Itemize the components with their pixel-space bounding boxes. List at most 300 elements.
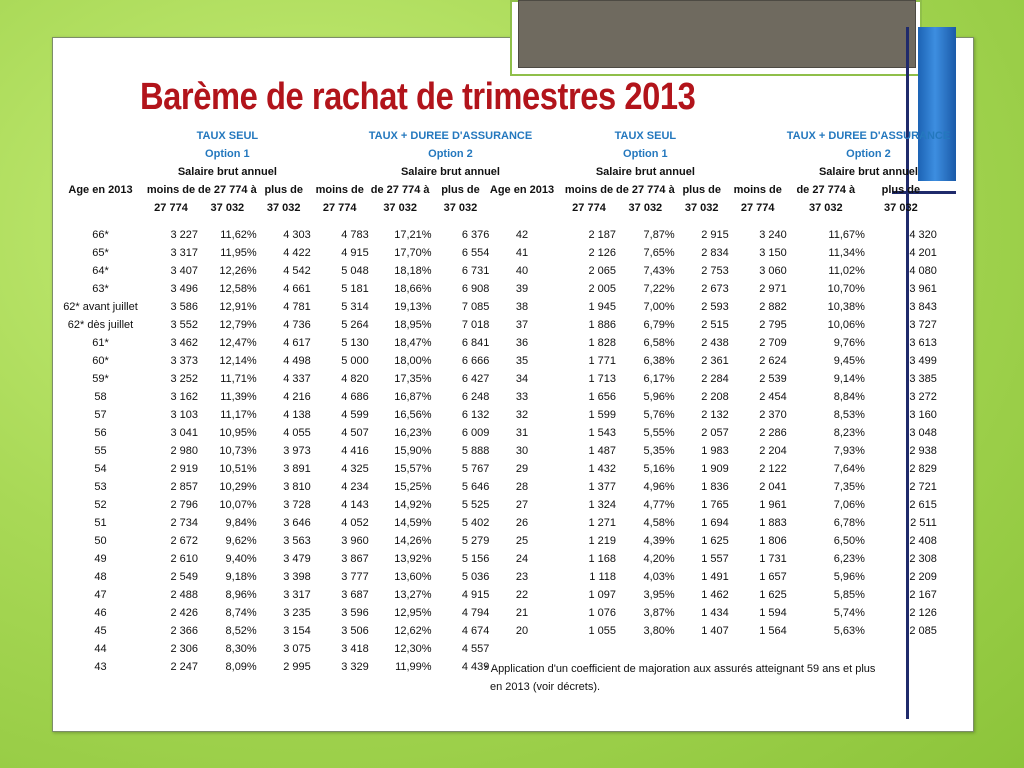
value-cell: 1 168 xyxy=(588,553,616,565)
value-cell: 1 836 xyxy=(701,481,729,493)
value-cell: 15,25% xyxy=(394,481,432,493)
value-cell: 2 057 xyxy=(701,427,729,439)
age-cell: 39 xyxy=(515,283,529,295)
value-cell: 9,76% xyxy=(833,337,865,349)
table-row xyxy=(57,280,532,298)
table-row xyxy=(57,298,532,316)
table-row xyxy=(57,478,532,496)
value-cell: 16,56% xyxy=(394,409,432,421)
value-cell: 5 130 xyxy=(341,337,369,349)
value-cell: 12,26% xyxy=(219,265,257,277)
value-cell: 3 317 xyxy=(283,589,311,601)
value-cell: 5 264 xyxy=(341,319,369,331)
value-cell: 5 767 xyxy=(461,463,490,475)
value-cell: 8,53% xyxy=(833,409,865,421)
age-cell: 64* xyxy=(92,265,109,277)
value-cell: 1 883 xyxy=(759,517,787,529)
age-cell: 59* xyxy=(92,373,109,385)
value-cell: 1 543 xyxy=(588,427,616,439)
col-heading: 27 774 xyxy=(154,202,188,214)
value-cell: 8,52% xyxy=(225,625,257,637)
value-cell: 5 646 xyxy=(461,481,490,493)
value-cell: 2 204 xyxy=(759,445,787,457)
value-cell: 2 454 xyxy=(759,391,787,403)
age-cell: 57 xyxy=(94,409,107,421)
header-photo xyxy=(518,0,916,68)
value-cell: 11,71% xyxy=(220,373,257,385)
value-cell: 11,62% xyxy=(220,229,257,241)
value-cell: 4,20% xyxy=(643,553,675,565)
value-cell: 7,43% xyxy=(643,265,675,277)
value-cell: 5 279 xyxy=(461,535,490,547)
option1-label: Option 1 xyxy=(623,148,668,160)
col-heading: de 27 774 à xyxy=(796,184,856,196)
value-cell: 9,40% xyxy=(225,553,257,565)
age-cell: 42 xyxy=(515,229,529,241)
value-cell: 6 376 xyxy=(461,229,490,241)
value-cell: 5 181 xyxy=(341,283,369,295)
value-cell: 3 727 xyxy=(909,319,937,331)
value-cell: 6,17% xyxy=(643,373,675,385)
value-cell: 3 160 xyxy=(909,409,937,421)
value-cell: 2 426 xyxy=(170,607,198,619)
value-cell: 3 075 xyxy=(283,643,311,655)
value-cell: 5,74% xyxy=(833,607,865,619)
table-row xyxy=(57,550,532,568)
table-row xyxy=(482,496,950,514)
age-cell: 61* xyxy=(92,337,109,349)
value-cell: 7 018 xyxy=(461,319,490,331)
value-cell: 3 462 xyxy=(170,337,198,349)
age-cell: 46 xyxy=(94,607,107,619)
value-cell: 16,87% xyxy=(394,391,432,403)
value-cell: 11,02% xyxy=(828,265,865,277)
col-heading: 27 774 xyxy=(322,202,357,214)
table-row xyxy=(57,226,532,244)
value-cell: 1 656 xyxy=(588,391,616,403)
value-cell: 4 216 xyxy=(283,391,311,403)
value-cell: 2 122 xyxy=(759,463,787,475)
col-heading: moins de xyxy=(315,184,364,196)
age-cell: 25 xyxy=(515,535,529,547)
value-cell: 5,96% xyxy=(833,571,865,583)
value-cell: 9,18% xyxy=(225,571,257,583)
value-cell: 12,58% xyxy=(219,283,257,295)
age-cell: 43 xyxy=(94,661,107,673)
value-cell: 12,62% xyxy=(394,625,432,637)
col-heading: de 27 774 à xyxy=(616,184,675,196)
value-cell: 3 552 xyxy=(170,319,198,331)
age-cell: 40 xyxy=(515,265,529,277)
table-row xyxy=(482,388,950,406)
value-cell: 1 324 xyxy=(588,499,616,511)
table-row xyxy=(482,532,950,550)
value-cell: 4 557 xyxy=(461,643,490,655)
table-row xyxy=(482,604,950,622)
table-row xyxy=(482,244,950,262)
value-cell: 6 731 xyxy=(461,265,490,277)
value-cell: 5 048 xyxy=(341,265,369,277)
value-cell: 3 496 xyxy=(170,283,198,295)
table-row xyxy=(482,478,950,496)
value-cell: 5 314 xyxy=(341,301,369,313)
value-cell: 2 085 xyxy=(909,625,937,637)
value-cell: 4,03% xyxy=(643,571,675,583)
value-cell: 18,66% xyxy=(394,283,432,295)
value-cell: 5,55% xyxy=(643,427,675,439)
value-cell: 2 882 xyxy=(759,301,787,313)
table-row xyxy=(57,406,532,424)
value-cell: 3 563 xyxy=(283,535,311,547)
value-cell: 4 201 xyxy=(909,247,937,259)
age-cell: 33 xyxy=(515,391,529,403)
value-cell: 3 227 xyxy=(170,229,198,241)
value-cell: 4 422 xyxy=(283,247,311,259)
value-cell: 5,63% xyxy=(833,625,865,637)
value-cell: 3 162 xyxy=(170,391,198,403)
col-heading: 27 774 xyxy=(740,202,775,214)
value-cell: 1 564 xyxy=(759,625,787,637)
value-cell: 3,80% xyxy=(643,625,675,637)
value-cell: 4 320 xyxy=(909,229,937,241)
value-cell: 12,91% xyxy=(219,301,257,313)
value-cell: 7 085 xyxy=(461,301,490,313)
value-cell: 6 666 xyxy=(461,355,490,367)
value-cell: 9,14% xyxy=(833,373,865,385)
age-cell: 54 xyxy=(94,463,107,475)
value-cell: 6 554 xyxy=(461,247,490,259)
rate-table-left xyxy=(57,127,532,676)
value-cell: 4 674 xyxy=(461,625,490,637)
value-cell: 8,09% xyxy=(225,661,257,673)
value-cell: 3 960 xyxy=(341,535,369,547)
value-cell: 2 438 xyxy=(701,337,729,349)
salary-heading: Salaire brut annuel xyxy=(177,166,277,178)
value-cell: 2 308 xyxy=(909,553,937,565)
table-row xyxy=(482,406,950,424)
value-cell: 1 055 xyxy=(588,625,616,637)
value-cell: 3 479 xyxy=(283,553,311,565)
value-cell: 3 646 xyxy=(283,517,311,529)
age-cell: 29 xyxy=(515,463,529,475)
value-cell: 6 248 xyxy=(461,391,490,403)
value-cell: 4 138 xyxy=(283,409,311,421)
table-row xyxy=(57,352,532,370)
value-cell: 7,87% xyxy=(643,229,675,241)
age-cell: 62* avant juillet xyxy=(63,301,138,313)
option1-heading: TAUX SEUL xyxy=(614,130,677,142)
value-cell: 1 271 xyxy=(588,517,616,529)
age-cell: 53 xyxy=(94,481,107,493)
value-cell: 5 402 xyxy=(461,517,490,529)
value-cell: 3 867 xyxy=(341,553,369,565)
col-heading: 37 032 xyxy=(684,202,719,214)
col-heading: 37 032 xyxy=(266,202,301,214)
value-cell: 1 765 xyxy=(701,499,729,511)
value-cell: 4 661 xyxy=(283,283,311,295)
col-heading: 37 032 xyxy=(628,202,663,214)
age-cell: 36 xyxy=(515,337,529,349)
table-row xyxy=(57,388,532,406)
value-cell: 18,18% xyxy=(394,265,432,277)
value-cell: 3 060 xyxy=(759,265,787,277)
age-cell: 51 xyxy=(94,517,107,529)
age-cell: 22 xyxy=(515,589,529,601)
value-cell: 1 487 xyxy=(588,445,616,457)
value-cell: 2 624 xyxy=(759,355,787,367)
value-cell: 1 076 xyxy=(588,607,616,619)
age-cell: 31 xyxy=(515,427,529,439)
value-cell: 2 286 xyxy=(759,427,787,439)
age-cell: 32 xyxy=(515,409,529,421)
table-row xyxy=(57,496,532,514)
value-cell: 1 097 xyxy=(588,589,616,601)
value-cell: 4 915 xyxy=(341,247,369,259)
age-cell: 62* dès juillet xyxy=(67,319,134,331)
value-cell: 4 439 xyxy=(461,661,490,673)
page-title: Barème de rachat de trimestres 2013 xyxy=(140,76,696,118)
value-cell: 4 498 xyxy=(283,355,311,367)
age-cell: 23 xyxy=(515,571,529,583)
value-cell: 2 306 xyxy=(170,643,198,655)
value-cell: 2 834 xyxy=(701,247,729,259)
age-cell: 20 xyxy=(515,625,529,637)
table-row xyxy=(57,514,532,532)
value-cell: 3 317 xyxy=(170,247,198,259)
table-row xyxy=(57,262,532,280)
value-cell: 2 208 xyxy=(701,391,729,403)
value-cell: 2 593 xyxy=(701,301,729,313)
value-cell: 6,50% xyxy=(833,535,865,547)
age-cell: 49 xyxy=(94,553,107,565)
salary-heading: Salaire brut annuel xyxy=(818,166,918,178)
table-row xyxy=(482,262,950,280)
value-cell: 1 625 xyxy=(759,589,787,601)
value-cell: 7,64% xyxy=(833,463,865,475)
value-cell: 7,65% xyxy=(643,247,675,259)
value-cell: 3 041 xyxy=(170,427,198,439)
value-cell: 11,39% xyxy=(220,391,257,403)
value-cell: 4 080 xyxy=(909,265,937,277)
value-cell: 4 781 xyxy=(283,301,311,313)
value-cell: 4 783 xyxy=(341,229,369,241)
value-cell: 3 961 xyxy=(909,283,937,295)
value-cell: 5,76% xyxy=(643,409,675,421)
table-row xyxy=(482,226,950,244)
value-cell: 13,92% xyxy=(394,553,432,565)
table-row xyxy=(482,460,950,478)
value-cell: 18,47% xyxy=(394,337,432,349)
value-cell: 4 542 xyxy=(283,265,311,277)
value-cell: 6 841 xyxy=(461,337,490,349)
value-cell: 17,21% xyxy=(394,229,432,241)
age-cell: 37 xyxy=(515,319,529,331)
salary-heading: Salaire brut annuel xyxy=(595,166,695,178)
table-header-left xyxy=(57,127,532,226)
col-heading: 37 032 xyxy=(808,202,843,214)
value-cell: 7,35% xyxy=(833,481,865,493)
value-cell: 2 673 xyxy=(701,283,729,295)
value-cell: 2 980 xyxy=(170,445,198,457)
table-row xyxy=(482,514,950,532)
value-cell: 2 408 xyxy=(909,535,937,547)
value-cell: 10,73% xyxy=(219,445,257,457)
value-cell: 11,95% xyxy=(220,247,257,259)
value-cell: 14,92% xyxy=(394,499,432,511)
value-cell: 3 728 xyxy=(283,499,311,511)
value-cell: 5,35% xyxy=(643,445,675,457)
age-cell: 50 xyxy=(94,535,107,547)
value-cell: 3 843 xyxy=(909,301,937,313)
option1-label: Option 1 xyxy=(205,148,250,160)
value-cell: 3 687 xyxy=(341,589,369,601)
value-cell: 5 525 xyxy=(461,499,490,511)
value-cell: 4 052 xyxy=(341,517,369,529)
table-row xyxy=(482,442,950,460)
value-cell: 4 416 xyxy=(341,445,369,457)
value-cell: 8,23% xyxy=(833,427,865,439)
table-row xyxy=(482,370,950,388)
value-cell: 3 418 xyxy=(341,643,369,655)
value-cell: 5 036 xyxy=(461,571,490,583)
value-cell: 4,39% xyxy=(643,535,675,547)
value-cell: 3 048 xyxy=(909,427,937,439)
value-cell: 5,16% xyxy=(643,463,675,475)
col-heading: plus de xyxy=(264,184,303,196)
age-cell: 66* xyxy=(92,229,109,241)
age-cell: 55 xyxy=(94,445,107,457)
col-heading: plus de xyxy=(682,184,721,196)
value-cell: 1 657 xyxy=(759,571,787,583)
table-row xyxy=(57,316,532,334)
value-cell: 1 557 xyxy=(701,553,729,565)
value-cell: 14,26% xyxy=(394,535,432,547)
value-cell: 3 613 xyxy=(909,337,937,349)
age-cell: 60* xyxy=(92,355,109,367)
value-cell: 1 407 xyxy=(701,625,729,637)
value-cell: 4 507 xyxy=(341,427,369,439)
value-cell: 4,96% xyxy=(643,481,675,493)
table-row xyxy=(482,334,950,352)
value-cell: 3 586 xyxy=(170,301,198,313)
value-cell: 2 488 xyxy=(170,589,198,601)
value-cell: 1 771 xyxy=(588,355,616,367)
age-cell: 52 xyxy=(94,499,107,511)
value-cell: 1 886 xyxy=(588,319,616,331)
value-cell: 19,13% xyxy=(394,301,432,313)
value-cell: 2 971 xyxy=(759,283,787,295)
col-heading: moins de xyxy=(564,184,614,196)
age-cell: 48 xyxy=(94,571,107,583)
value-cell: 2 361 xyxy=(701,355,729,367)
value-cell: 4 915 xyxy=(461,589,490,601)
value-cell: 2 041 xyxy=(759,481,787,493)
value-cell: 1 694 xyxy=(701,517,729,529)
value-cell: 3 810 xyxy=(283,481,311,493)
value-cell: 7,00% xyxy=(643,301,675,313)
value-cell: 6 427 xyxy=(461,373,490,385)
age-cell: 47 xyxy=(94,589,107,601)
value-cell: 3 235 xyxy=(283,607,311,619)
value-cell: 14,59% xyxy=(394,517,432,529)
value-cell: 2 539 xyxy=(759,373,787,385)
value-cell: 1 806 xyxy=(759,535,787,547)
table-row xyxy=(482,424,950,442)
value-cell: 1 599 xyxy=(588,409,616,421)
value-cell: 1 961 xyxy=(759,499,787,511)
value-cell: 18,00% xyxy=(394,355,432,367)
value-cell: 6,23% xyxy=(833,553,865,565)
value-cell: 2 829 xyxy=(909,463,937,475)
value-cell: 8,74% xyxy=(225,607,257,619)
value-cell: 3 973 xyxy=(283,445,311,457)
value-cell: 10,06% xyxy=(827,319,865,331)
value-cell: 7,93% xyxy=(833,445,865,457)
table-row xyxy=(57,622,532,640)
table-row xyxy=(57,586,532,604)
table-row xyxy=(57,424,532,442)
value-cell: 4 337 xyxy=(283,373,311,385)
value-cell: 15,57% xyxy=(394,463,432,475)
value-cell: 4,77% xyxy=(643,499,675,511)
value-cell: 17,35% xyxy=(394,373,432,385)
value-cell: 2 672 xyxy=(170,535,198,547)
value-cell: 2 065 xyxy=(588,265,616,277)
rate-table-right xyxy=(482,127,950,640)
value-cell: 4 325 xyxy=(341,463,369,475)
value-cell: 5 000 xyxy=(341,355,369,367)
value-cell: 1 731 xyxy=(759,553,787,565)
value-cell: 2 721 xyxy=(909,481,937,493)
value-cell: 4 303 xyxy=(283,229,311,241)
option2-heading: TAUX + DUREE D'ASSURANCE xyxy=(786,130,951,142)
value-cell: 1 434 xyxy=(701,607,729,619)
value-cell: 1 219 xyxy=(588,535,616,547)
value-cell: 2 511 xyxy=(910,517,937,529)
value-cell: 3 398 xyxy=(283,571,311,583)
value-cell: 3 407 xyxy=(170,265,198,277)
value-cell: 4 143 xyxy=(341,499,369,511)
value-cell: 10,51% xyxy=(219,463,257,475)
value-cell: 2 126 xyxy=(909,607,937,619)
value-cell: 6 908 xyxy=(461,283,490,295)
value-cell: 12,95% xyxy=(394,607,432,619)
value-cell: 5 888 xyxy=(461,445,490,457)
value-cell: 12,30% xyxy=(394,643,432,655)
value-cell: 8,96% xyxy=(225,589,257,601)
value-cell: 3 385 xyxy=(909,373,937,385)
col-heading: 27 774 xyxy=(572,202,606,214)
value-cell: 13,60% xyxy=(394,571,432,583)
age-cell: 30 xyxy=(515,445,529,457)
value-cell: 2 795 xyxy=(759,319,787,331)
value-cell: 11,99% xyxy=(395,661,432,673)
col-heading: 37 032 xyxy=(443,202,478,214)
value-cell: 4 599 xyxy=(341,409,369,421)
value-cell: 12,14% xyxy=(219,355,257,367)
value-cell: 6 132 xyxy=(461,409,490,421)
table-row xyxy=(482,280,950,298)
value-cell: 1 713 xyxy=(588,373,616,385)
value-cell: 3 506 xyxy=(341,625,369,637)
footnote xyxy=(484,660,904,696)
value-cell: 3,95% xyxy=(643,589,675,601)
value-cell: 7,22% xyxy=(643,283,675,295)
value-cell: 15,90% xyxy=(394,445,432,457)
table-row xyxy=(482,298,950,316)
value-cell: 4 055 xyxy=(283,427,311,439)
value-cell: 2 370 xyxy=(759,409,787,421)
